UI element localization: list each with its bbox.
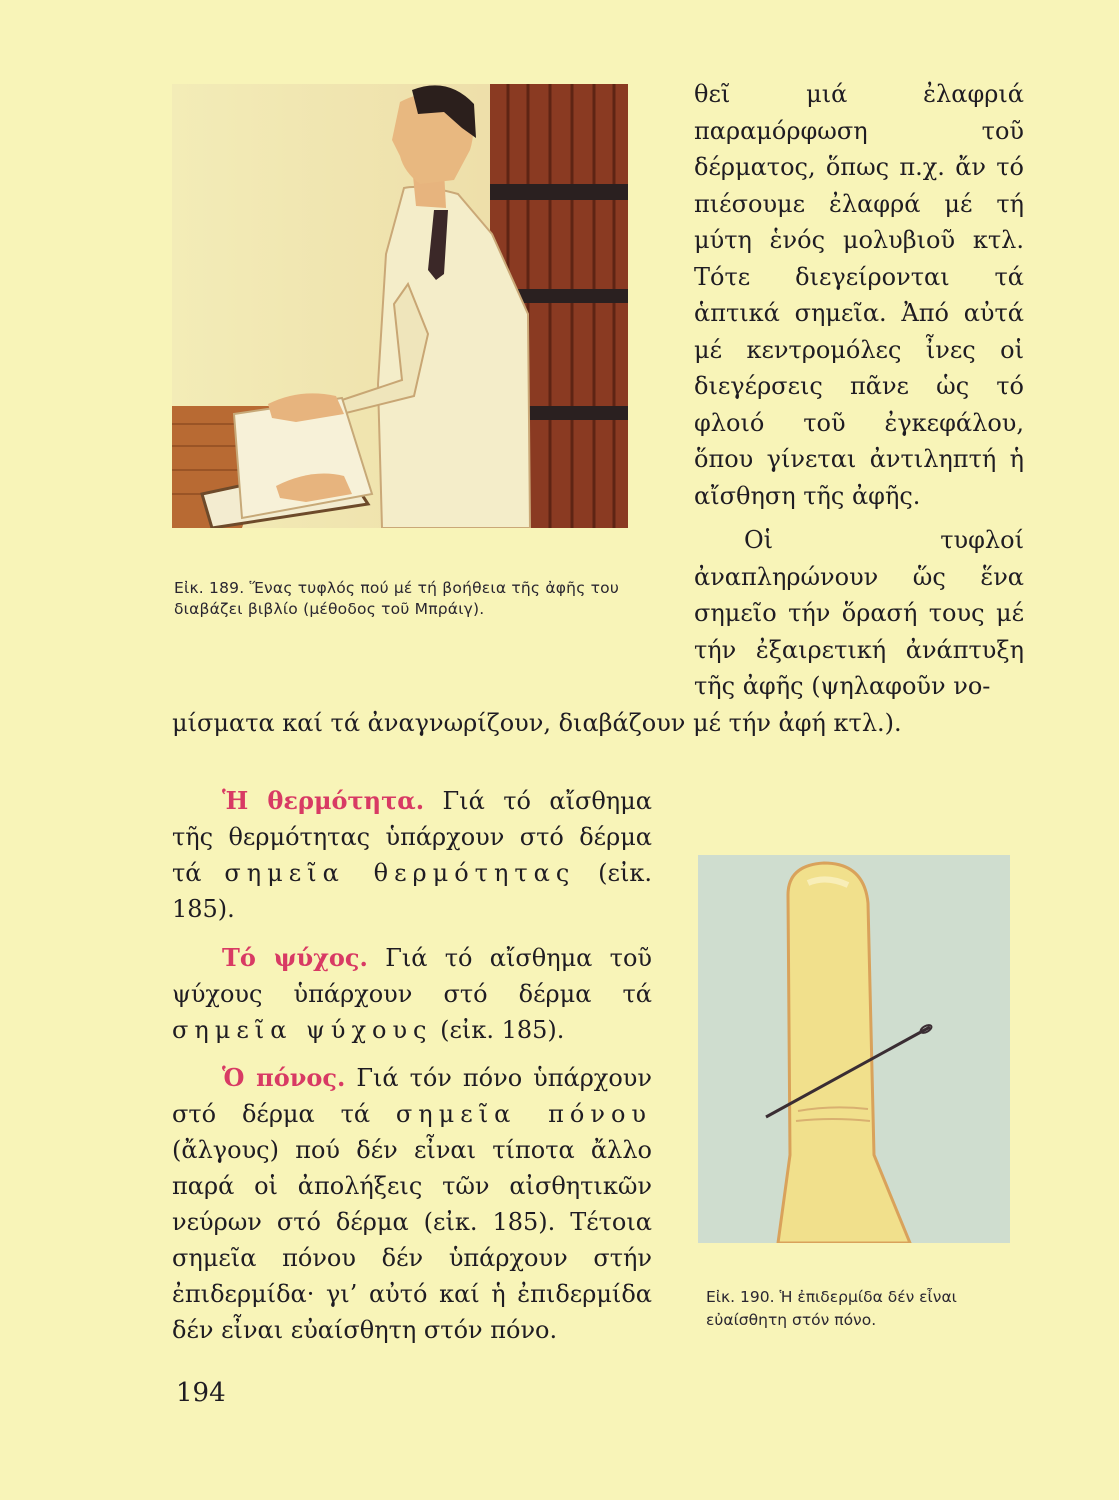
figure-189-caption: Εἰκ. 189. Ἕνας τυφλός πού μέ τή βοήθεια τῆς ἀφῆς του διαβάζει βιβλίο (μέθοδος τοῦ Μπράιγ). xyxy=(174,579,620,618)
heading-cold: Τό ψύχος. xyxy=(222,943,368,972)
right-paragraph-1: θεῖ μιά ἐλαφριά παραμόρφωση τοῦ δέρματος, ὅπως π.χ. ἄν τό πιέσουμε ἐλαφρά μέ τή μύτη ἑνός μολυβιοῦ κτλ. Τότε διεγείρονται τά ἁπτικά σημεῖα. Ἀπό αὐτά μέ κεντρομόλες ἶνες οἱ διεγέρσεις πᾶνε ὡς τό φλοιό τοῦ ἐγκεφάλου, ὅπου γίνεται ἀντιληπτή ἡ αἴσθηση τῆς ἀφῆς. xyxy=(694,80,1024,510)
cold-text-b: (εἰκ. 185). xyxy=(440,1016,565,1044)
cold-term: σημεῖα ψύχους xyxy=(172,1016,433,1044)
heat-text-b: (εἰκ. 185). xyxy=(172,859,652,923)
pain-text-a: Γιά τόν πόνο ὑπάρχουν στό δέρμα τά xyxy=(172,1064,652,1128)
cold-text-a: Γιά τό αἴσθημα τοῦ ψύχους ὑπάρχουν στό δέρμα τά xyxy=(172,944,652,1008)
heat-term: σημεῖα θερμότητας xyxy=(224,859,576,887)
heat-text-a: Γιά τό αἴσθημα τῆς θερμότητας ὑπάρχουν στό δέρμα τά xyxy=(172,787,652,887)
pain-term: σημεῖα πόνου xyxy=(395,1100,652,1128)
figure-190-caption: Εἰκ. 190. Ἡ ἐπιδερμίδα δέν εἶναι εὐαίσθητη στόν πόνο. xyxy=(706,1288,957,1329)
section-cold xyxy=(172,940,652,1048)
paragraph-continuation: μίσματα καί τά ἀναγνωρίζουν, διαβάζουν μέ τήν ἀφή κτλ.). xyxy=(172,709,902,737)
right-paragraph-2-text: Οἱ τυφλοί ἀναπληρώνουν ὥς ἕνα σημεῖο τήν ὅρασή τους μέ τήν ἐξαιρετική ἀνάπτυξη τῆς ἀφῆς (ψηλαφοῦν νο- xyxy=(694,526,1024,700)
figure-189-illustration xyxy=(172,84,628,528)
section-pain xyxy=(172,1060,652,1348)
page-number: 194 xyxy=(176,1378,226,1408)
heading-pain: Ὁ πόνος. xyxy=(222,1063,346,1092)
section-heat xyxy=(172,783,652,927)
heading-heat: Ἡ θερμότητα. xyxy=(222,786,425,815)
right-paragraph-2 xyxy=(694,522,1024,705)
pain-text-b: (ἄλγους) πού δέν εἶναι τίποτα ἄλλο παρά οἱ ἀπολήξεις τῶν αἰσθητικῶν νεύρων στό δέρμα (εἰκ. 185). Τέτοια σημεῖα πόνου δέν ὑπάρχουν στήν ἐπιδερμίδα· γι’ αὐτό καί ἡ ἐπιδερμίδα δέν εἶναι εὐαίσθητη στόν πόνο. xyxy=(172,1136,652,1344)
figure-190-illustration xyxy=(698,855,1010,1243)
